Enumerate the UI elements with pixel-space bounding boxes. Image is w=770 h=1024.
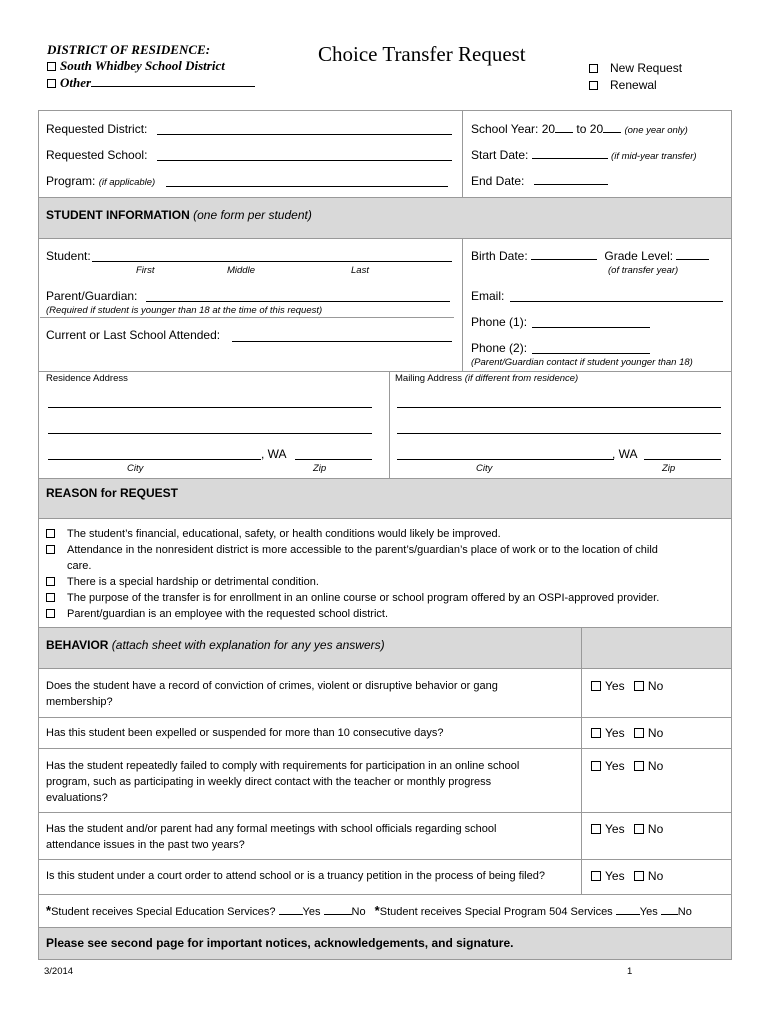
birth-grade-group <box>471 249 709 263</box>
divider <box>462 110 463 197</box>
divider <box>39 859 731 860</box>
divider <box>39 812 731 813</box>
email-field[interactable] <box>510 301 723 302</box>
start-date-field[interactable] <box>532 149 608 159</box>
parent-guardian-label: Parent/Guardian: <box>46 289 138 303</box>
checkbox-yes[interactable] <box>591 824 601 834</box>
residence-zip-caption: Zip <box>313 463 327 474</box>
district-of-residence-title: DISTRICT OF RESIDENCE: <box>47 42 211 57</box>
behavior-answer-4 <box>591 822 663 836</box>
divider <box>39 748 731 749</box>
yes-label: Yes <box>605 759 625 773</box>
requested-district-label: Requested District: <box>46 122 148 136</box>
question-line: evaluations? <box>46 792 108 804</box>
other-district-option[interactable] <box>47 75 255 91</box>
student-info-note: (one form per student) <box>193 208 312 222</box>
yes-label: Yes <box>605 679 625 693</box>
no-label: No <box>647 822 664 836</box>
no-label: No <box>647 679 664 693</box>
mailing-zip-field[interactable] <box>644 459 721 460</box>
reason-accessible-text: Attendance in the nonresident district is more accessible to the parent’s/guardian’s place of work or to the location of child <box>67 544 658 556</box>
renewal-label: Renewal <box>610 78 657 92</box>
checkbox-yes[interactable] <box>591 761 601 771</box>
school-year-label: School Year: 20 <box>471 122 556 136</box>
residence-city-field[interactable] <box>48 459 261 460</box>
grade-level-note: (of transfer year) <box>608 265 679 276</box>
reason-accessible-text-cont: care. <box>67 560 92 572</box>
question-line: program, such as participating in weekly direct contact with the teacher or monthly progress <box>46 776 492 788</box>
checkbox-no[interactable] <box>634 681 644 691</box>
behavior-answer-3 <box>591 759 663 773</box>
reason-employee-text: Parent/guardian is an employee with the requested school district. <box>67 608 389 620</box>
form-date: 3/2014 <box>44 966 74 977</box>
no-label: No <box>647 869 664 883</box>
question-line: Has this student been expelled or suspended for more than 10 consecutive days? <box>46 727 444 739</box>
yes-label: Yes <box>605 726 625 740</box>
behavior-note: (attach sheet with explanation for any yes answers) <box>111 638 385 652</box>
checkbox-no[interactable] <box>634 824 644 834</box>
yes-label: Yes <box>605 869 625 883</box>
divider <box>39 894 731 895</box>
residence-city-caption: City <box>127 463 144 474</box>
question-line: membership? <box>46 696 113 708</box>
divider <box>462 239 463 371</box>
reason-option-online[interactable] <box>46 590 659 606</box>
middle-name-caption: Middle <box>227 265 255 276</box>
checkbox-no[interactable] <box>634 871 644 881</box>
special-ed-no-label: No <box>351 906 366 918</box>
residence-address-line2[interactable] <box>48 433 372 434</box>
south-whidbey-label: South Whidbey School District <box>60 58 225 73</box>
program-label-group <box>46 174 155 188</box>
question-line: Does the student have a record of conviction of crimes, violent or disruptive behavior or gang <box>46 680 498 692</box>
program-note: (if applicable) <box>98 177 156 188</box>
mailing-address-label-group <box>395 373 578 384</box>
asterisk: * <box>374 903 380 918</box>
mailing-state: , WA <box>612 447 638 461</box>
student-label: Student: <box>46 249 91 263</box>
checkbox-yes[interactable] <box>591 871 601 881</box>
second-page-notice: Please see second page for important notices, acknowledgements, and signature. <box>46 936 514 950</box>
reason-option-conditions[interactable] <box>46 526 501 542</box>
behavior-answer-1 <box>591 679 663 693</box>
divider <box>39 371 731 372</box>
parent-guardian-field[interactable] <box>146 301 450 302</box>
end-date-group <box>471 174 608 188</box>
birth-date-label: Birth Date: <box>471 249 528 263</box>
no-label: No <box>647 759 664 773</box>
behavior-question-1 <box>46 678 498 710</box>
checkbox-no[interactable] <box>634 761 644 771</box>
requested-school-field[interactable] <box>157 160 452 161</box>
other-district-field[interactable] <box>91 77 255 87</box>
grade-level-field[interactable] <box>676 250 709 260</box>
residence-address-line1[interactable] <box>48 407 372 408</box>
special-ed-no-field[interactable] <box>324 905 352 915</box>
reason-option-employee[interactable] <box>46 606 388 622</box>
behavior-title: BEHAVIOR <box>46 638 109 652</box>
behavior-answer-5 <box>591 869 663 883</box>
end-date-field[interactable] <box>534 175 608 185</box>
checkbox-south-whidbey[interactable] <box>47 62 56 71</box>
checkbox-yes[interactable] <box>591 681 601 691</box>
checkbox-no[interactable] <box>634 728 644 738</box>
program-label: Program: <box>46 174 96 188</box>
grade-level-label: Grade Level: <box>604 249 674 263</box>
mailing-city-field[interactable] <box>397 459 614 460</box>
mailing-address-line1[interactable] <box>397 407 721 408</box>
checkbox-reason-conditions[interactable] <box>46 529 55 538</box>
checkbox-reason-accessible[interactable] <box>46 545 55 554</box>
start-date-label: Start Date: <box>471 148 529 162</box>
special-ed-label: Student receives Special Education Services? <box>51 906 276 918</box>
behavior-question-3 <box>46 758 519 806</box>
behavior-answer-2 <box>591 726 663 740</box>
reason-hardship-text: There is a special hardship or detrimental condition. <box>67 576 319 588</box>
question-line: Has the student repeatedly failed to comply with requirements for participation in an online school <box>46 760 520 772</box>
residence-state: , WA <box>261 447 287 461</box>
phone1-field[interactable] <box>532 327 650 328</box>
question-line: Is this student under a court order to attend school or is a truancy petition in the process of being filed? <box>46 870 545 882</box>
mailing-city-caption: City <box>476 463 493 474</box>
phone2-label: Phone (2): <box>471 341 528 355</box>
mailing-address-label: Mailing Address <box>395 373 463 384</box>
checkbox-yes[interactable] <box>591 728 601 738</box>
program-504-no-field[interactable] <box>661 905 678 915</box>
reason-online-text: The purpose of the transfer is for enrollment in an online course or school program offered by an OSPI-approved provider. <box>67 592 660 604</box>
reason-option-hardship[interactable] <box>46 574 319 590</box>
renewal-option[interactable] <box>589 78 657 92</box>
reason-conditions-text: The student’s financial, educational, safety, or health conditions would likely be improved. <box>67 528 501 540</box>
requested-school-label: Requested School: <box>46 148 148 162</box>
checkbox-new-request[interactable] <box>589 64 598 73</box>
school-year-to-label: to 20 <box>576 122 604 136</box>
new-request-option[interactable] <box>589 61 682 75</box>
question-line: Has the student and/or parent had any formal meetings with school officials regarding school <box>46 823 497 835</box>
new-request-label: New Request <box>610 61 683 75</box>
end-date-label: End Date: <box>471 174 525 188</box>
program-504-yes-label: Yes <box>639 906 658 918</box>
requested-district-field[interactable] <box>157 134 452 135</box>
residence-address-label: Residence Address <box>46 373 128 384</box>
phone1-label: Phone (1): <box>471 315 528 329</box>
special-ed-yes-field[interactable] <box>279 905 303 915</box>
current-school-field[interactable] <box>232 341 452 342</box>
no-label: No <box>647 726 664 740</box>
special-services-row <box>46 903 692 918</box>
yes-label: Yes <box>605 822 625 836</box>
checkbox-reason-online[interactable] <box>46 593 55 602</box>
program-504-label: Student receives Special Program 504 Services <box>379 906 613 918</box>
phone-note: (Parent/Guardian contact if student younger than 18) <box>471 357 693 368</box>
mailing-zip-caption: Zip <box>662 463 676 474</box>
start-date-group <box>471 148 697 162</box>
parent-guardian-note: (Required if student is younger than 18 at the time of this request) <box>46 305 323 316</box>
special-ed-yes-label: Yes <box>302 906 321 918</box>
other-label: Other <box>60 75 92 90</box>
checkbox-other[interactable] <box>47 79 56 88</box>
behavior-question-2 <box>46 725 443 741</box>
program-504-no-label: No <box>677 906 692 918</box>
birth-date-field[interactable] <box>531 250 597 260</box>
divider <box>40 317 454 318</box>
student-info-heading <box>46 208 312 222</box>
divider <box>581 627 582 895</box>
program-504-yes-field[interactable] <box>616 905 640 915</box>
school-year-note: (one year only) <box>624 125 688 136</box>
start-date-note: (if mid-year transfer) <box>611 151 697 162</box>
form-title: Choice Transfer Request <box>318 42 526 66</box>
residence-zip-field[interactable] <box>295 459 372 460</box>
reason-option-accessible[interactable] <box>46 542 658 558</box>
south-whidbey-option[interactable] <box>47 58 225 74</box>
divider <box>389 371 390 478</box>
last-name-caption: Last <box>351 265 369 276</box>
reason-heading: REASON for REQUEST <box>46 486 179 500</box>
behavior-question-4 <box>46 821 496 853</box>
phone2-field[interactable] <box>532 353 650 354</box>
student-info-title: STUDENT INFORMATION <box>46 208 190 222</box>
school-year-start-field[interactable] <box>555 123 573 133</box>
school-year-group <box>471 122 688 136</box>
checkbox-renewal[interactable] <box>589 81 598 90</box>
current-school-label: Current or Last School Attended: <box>46 328 221 342</box>
email-label: Email: <box>471 289 505 303</box>
behavior-question-5 <box>46 868 545 884</box>
checkbox-reason-hardship[interactable] <box>46 577 55 586</box>
divider <box>39 717 731 718</box>
first-name-caption: First <box>136 265 155 276</box>
program-field[interactable] <box>166 186 448 187</box>
asterisk: * <box>46 903 52 918</box>
student-name-field[interactable] <box>92 261 452 262</box>
question-line: attendance issues in the past two years? <box>46 839 245 851</box>
behavior-heading <box>46 638 385 652</box>
school-year-end-field[interactable] <box>603 123 621 133</box>
mailing-address-note: (if different from residence) <box>464 373 579 384</box>
mailing-address-line2[interactable] <box>397 433 721 434</box>
checkbox-reason-employee[interactable] <box>46 609 55 618</box>
page-number: 1 <box>627 966 633 977</box>
